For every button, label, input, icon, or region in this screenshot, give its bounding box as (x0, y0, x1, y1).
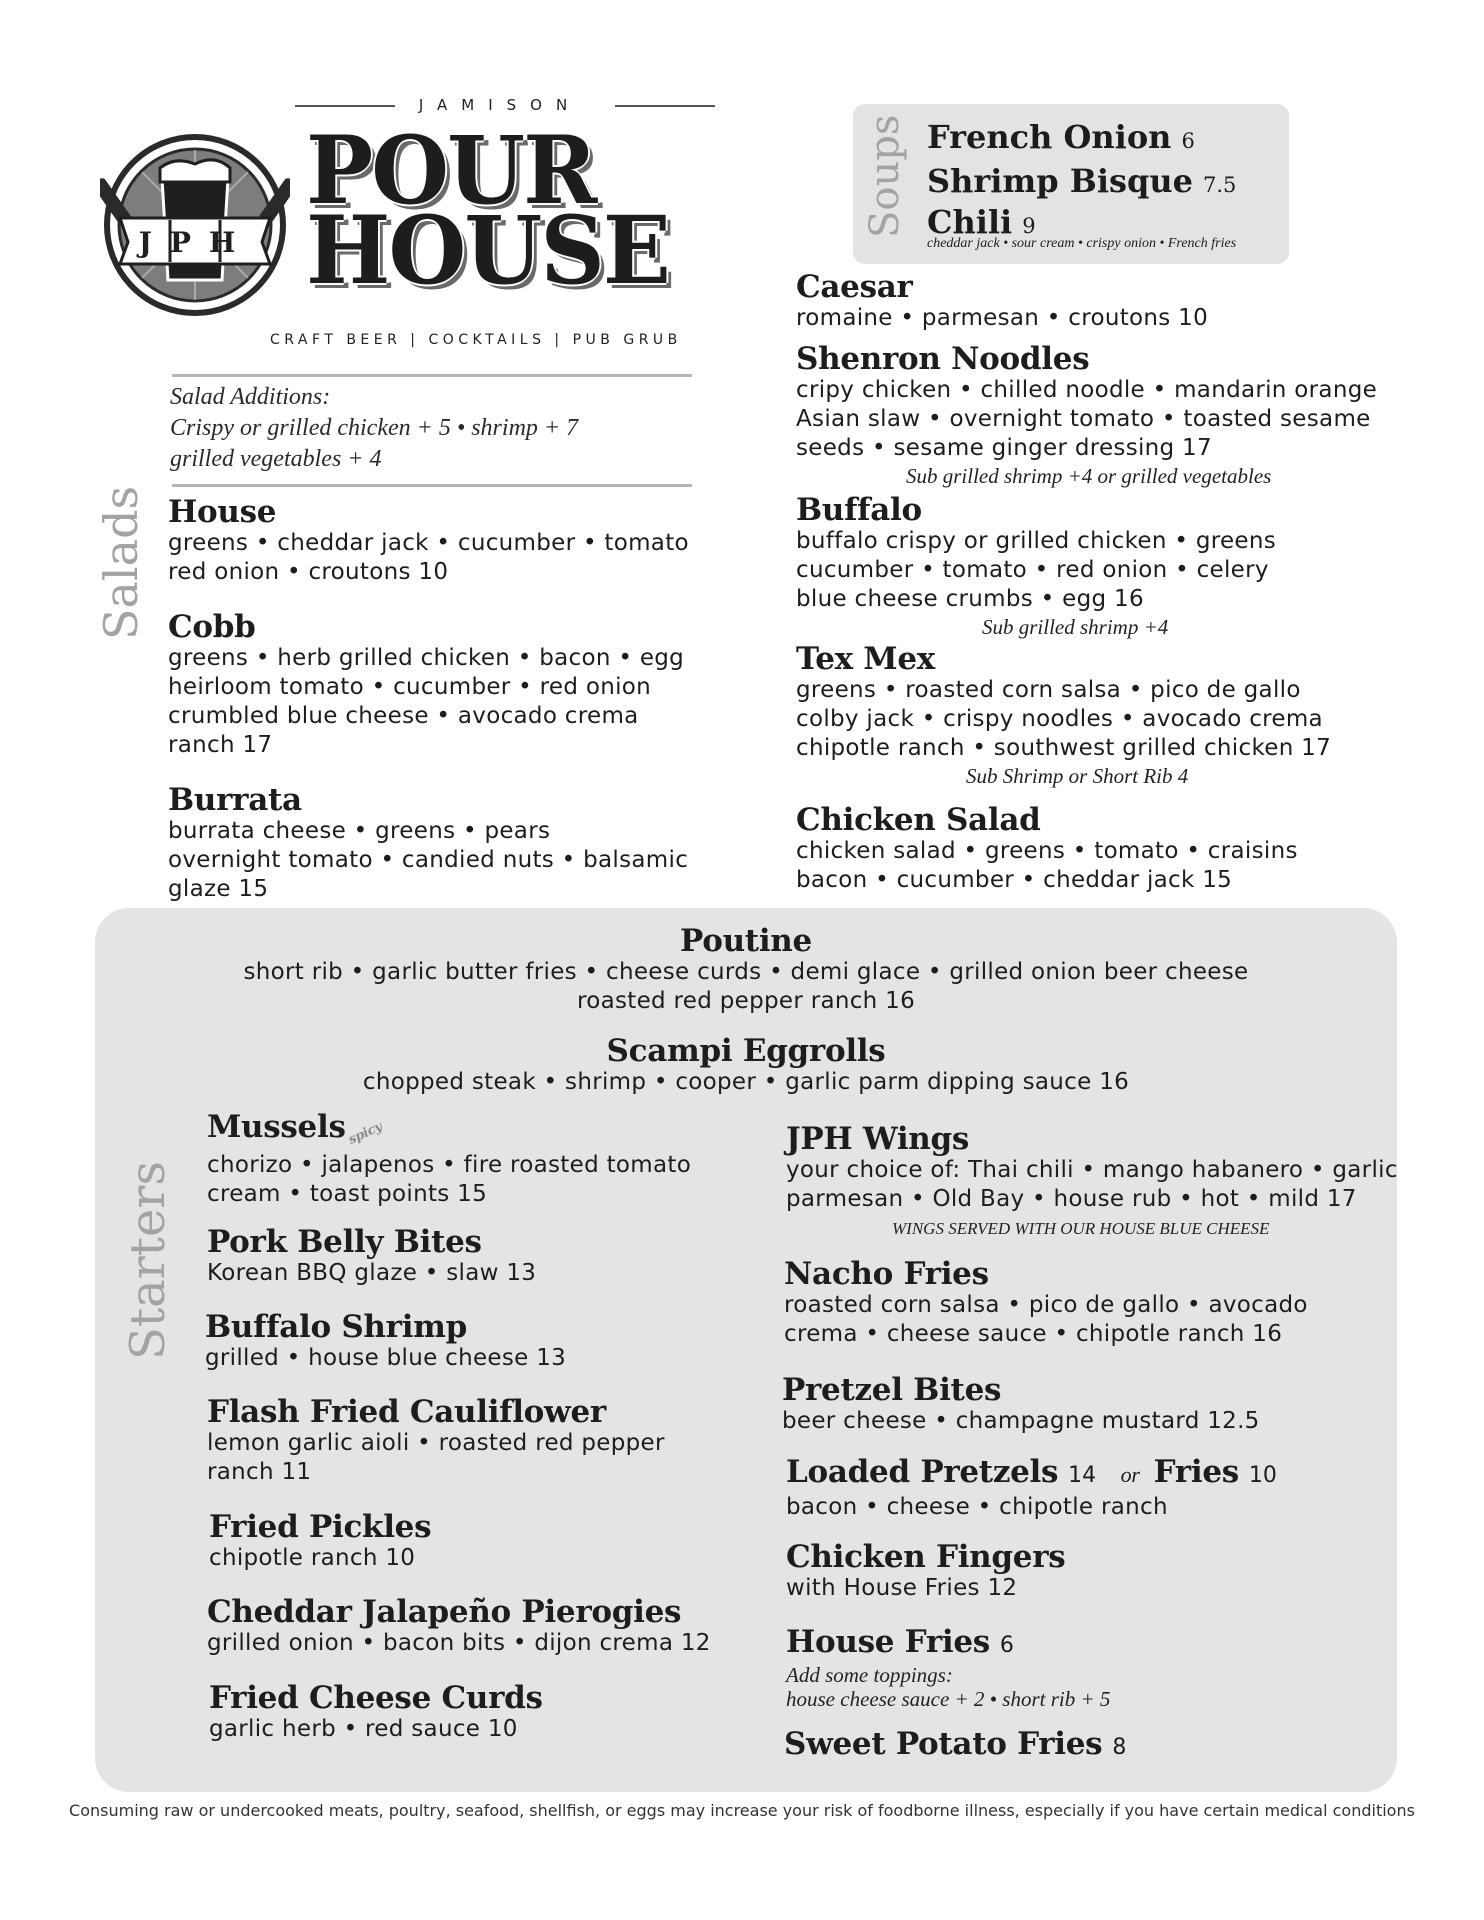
item-name: Buffalo (796, 492, 922, 528)
menu-item (786, 1122, 1398, 1242)
additions-line: Crispy or grilled chicken + 5 • shrimp + 7 (170, 415, 579, 441)
item-name: JPH Wings (786, 1121, 970, 1157)
brand-top-label: JAMISON (418, 96, 582, 114)
menu-item (782, 1373, 1260, 1436)
item-desc: Asian slaw • overnight tomato • toasted sesame (796, 406, 1371, 432)
item-desc: greens • cheddar jack • cucumber • tomato (168, 530, 689, 556)
health-disclaimer: Consuming raw or undercooked meats, poultry, seafood, shellfish, or eggs may increase your risk of foodborne illness, especially if you have certain medical conditions (69, 1801, 1415, 1820)
menu-item (784, 1727, 1126, 1765)
item-name: Cobb (168, 609, 256, 645)
menu-item (786, 1625, 1110, 1711)
item-desc: your choice of: Thai chili • mango habanero • garlic (786, 1157, 1398, 1183)
brand-tagline: CRAFT BEER | COCKTAILS | PUB GRUB (270, 332, 682, 348)
item-name-text: Sweet Potato Fries (784, 1726, 1103, 1762)
menu-item (786, 1455, 1277, 1522)
menu-item (209, 1510, 431, 1573)
menu-item (207, 1395, 665, 1487)
item-name: Nacho Fries (784, 1256, 989, 1292)
menu-item (796, 493, 1276, 640)
brand-word-house: HOUSE (306, 196, 670, 306)
menu-item (207, 1110, 691, 1209)
item-name: Pretzel Bites (782, 1372, 1002, 1408)
jph-badge-icon (100, 130, 290, 320)
item-name: Fried Cheese Curds (209, 1680, 543, 1716)
item-price: 10 (1248, 1463, 1277, 1488)
item-desc: cream • toast points 15 (207, 1181, 488, 1207)
item-name: Tex Mex (796, 641, 935, 677)
soup-price: 7.5 (1202, 173, 1237, 197)
item-name: Burrata (168, 782, 302, 818)
item-desc: buffalo crispy or grilled chicken • greens (796, 528, 1277, 554)
item-name (207, 1110, 691, 1151)
menu-item (168, 783, 688, 904)
divider (172, 374, 692, 377)
item-desc: short rib • garlic butter fries • cheese curds • demi glace • grilled onion beer cheese (243, 959, 1249, 985)
item-desc: crema • cheese sauce • chipotle ranch 16 (784, 1321, 1283, 1347)
menu-item (796, 642, 1331, 789)
item-name: Scampi Eggrolls (606, 1033, 886, 1069)
item-desc: greens • herb grilled chicken • bacon • egg (168, 645, 685, 671)
item-sub-option: Sub grilled shrimp +4 (982, 615, 1169, 639)
item-desc: grilled • house blue cheese 13 (205, 1345, 567, 1371)
additions-title: Salad Additions: (170, 384, 331, 410)
menu-item (95, 1034, 1397, 1097)
item-desc: chipotle ranch • southwest grilled chicken 17 (796, 735, 1332, 761)
menu-item (796, 270, 1208, 333)
item-desc: chopped steak • shrimp • cooper • garlic parm dipping sauce 16 (362, 1069, 1130, 1095)
brand-logo (100, 90, 720, 360)
item-desc: chorizo • jalapenos • fire roasted tomato (207, 1152, 692, 1178)
soups-label: Soups (862, 114, 908, 238)
item-name (784, 1727, 1126, 1765)
item-note: house cheese sauce + 2 • short rib + 5 (786, 1687, 1111, 1711)
soup-note: cheddar jack • sour cream • crispy onion • French fries (927, 236, 1237, 251)
or-separator: or (1120, 1462, 1140, 1487)
item-sub-option: Sub grilled shrimp +4 or grilled vegetables (906, 464, 1272, 488)
menu-item (796, 803, 1298, 895)
menu-item (207, 1225, 536, 1288)
menu-item (205, 1310, 566, 1373)
divider (172, 484, 692, 487)
item-sub-option: Sub Shrimp or Short Rib 4 (966, 764, 1189, 788)
item-desc: chipotle ranch 10 (209, 1545, 416, 1571)
item-desc: crumbled blue cheese • avocado crema (168, 703, 639, 729)
item-desc: greens • roasted corn salsa • pico de gallo (796, 677, 1301, 703)
salads-label: Salads (94, 485, 148, 640)
item-name: Cheddar Jalapeño Pierogies (207, 1594, 682, 1630)
item-name: Caesar (796, 269, 913, 305)
item-desc: with House Fries 12 (786, 1575, 1018, 1601)
item-name-text: Mussels (207, 1109, 346, 1145)
soup-price: 6 (1181, 129, 1195, 153)
badge-text: JPH (138, 226, 254, 259)
item-desc: garlic herb • red sauce 10 (209, 1716, 518, 1742)
item-name (786, 1625, 1110, 1663)
soup-price: 9 (1022, 214, 1036, 238)
item-name (786, 1455, 1277, 1493)
soups-list (927, 117, 1236, 251)
brand-word-pour: POUR (306, 116, 596, 226)
item-desc: Korean BBQ glaze • slaw 13 (207, 1260, 537, 1286)
menu-item (786, 1540, 1065, 1603)
menu-item (95, 924, 1397, 1016)
item-desc: red onion • croutons 10 (168, 559, 449, 585)
item-desc: roasted corn salsa • pico de gallo • avocado (784, 1292, 1308, 1318)
item-desc: lemon garlic aioli • roasted red pepper (207, 1430, 665, 1456)
item-sub-option: WINGS SERVED WITH OUR HOUSE BLUE CHEESE (892, 1219, 1270, 1238)
item-name-text: Fries (1153, 1454, 1239, 1490)
menu-item (796, 342, 1377, 489)
item-name: House (168, 494, 277, 530)
item-name: Chicken Fingers (786, 1539, 1066, 1575)
menu-item (168, 610, 684, 760)
item-price: 14 (1068, 1463, 1097, 1488)
item-desc: parmesan • Old Bay • house rub • hot • mild 17 (786, 1186, 1357, 1212)
item-desc: cucumber • tomato • red onion • celery (796, 557, 1269, 583)
menu-item (209, 1681, 543, 1744)
item-desc: bacon • cucumber • cheddar jack 15 (796, 867, 1233, 893)
item-name: Flash Fried Cauliflower (207, 1394, 606, 1430)
item-desc: cripy chicken • chilled noodle • mandarin orange (796, 377, 1378, 403)
soup-name: Chili (927, 203, 1013, 241)
item-note: Add some toppings: (786, 1663, 953, 1687)
item-name: Buffalo Shrimp (205, 1309, 468, 1345)
item-name: Pork Belly Bites (207, 1224, 482, 1260)
item-desc: heirloom tomato • cucumber • red onion (168, 674, 652, 700)
item-desc: romaine • parmesan • croutons 10 (796, 305, 1209, 331)
item-desc: chicken salad • greens • tomato • craisins (796, 838, 1298, 864)
item-price: 6 (999, 1633, 1014, 1658)
item-desc: overnight tomato • candied nuts • balsamic (168, 847, 689, 873)
item-desc: grilled onion • bacon bits • dijon crema 12 (207, 1630, 711, 1656)
item-name: Shenron Noodles (796, 341, 1090, 377)
item-desc: colby jack • crispy noodles • avocado crema (796, 706, 1323, 732)
item-name-text: House Fries (786, 1624, 990, 1660)
menu-item (168, 495, 689, 587)
menu-item (207, 1595, 711, 1658)
item-desc: ranch 11 (207, 1459, 312, 1485)
soup-name: French Onion (927, 118, 1172, 156)
item-desc: beer cheese • champagne mustard 12.5 (782, 1408, 1260, 1434)
starters-label: Starters (120, 1160, 176, 1360)
item-desc: bacon • cheese • chipotle ranch (786, 1494, 1168, 1520)
salad-additions (170, 382, 578, 475)
soup-item (927, 161, 1236, 205)
item-desc: blue cheese crumbs • egg 16 (796, 586, 1144, 612)
item-name: Fried Pickles (209, 1509, 432, 1545)
item-desc: ranch 17 (168, 732, 273, 758)
item-desc: burrata cheese • greens • pears (168, 818, 551, 844)
item-name-text: Loaded Pretzels (786, 1454, 1059, 1490)
menu-item (784, 1257, 1308, 1349)
item-desc: roasted red pepper ranch 16 (576, 988, 916, 1014)
item-name: Poutine (680, 923, 812, 959)
soup-item (927, 117, 1236, 161)
soup-name: Shrimp Bisque (927, 162, 1193, 200)
spicy-tag: spicy (345, 1119, 385, 1148)
item-desc: seeds • sesame ginger dressing 17 (796, 435, 1212, 461)
item-price: 8 (1112, 1735, 1127, 1760)
item-desc: glaze 15 (168, 876, 269, 902)
item-name: Chicken Salad (796, 802, 1041, 838)
additions-line: grilled vegetables + 4 (170, 446, 382, 472)
